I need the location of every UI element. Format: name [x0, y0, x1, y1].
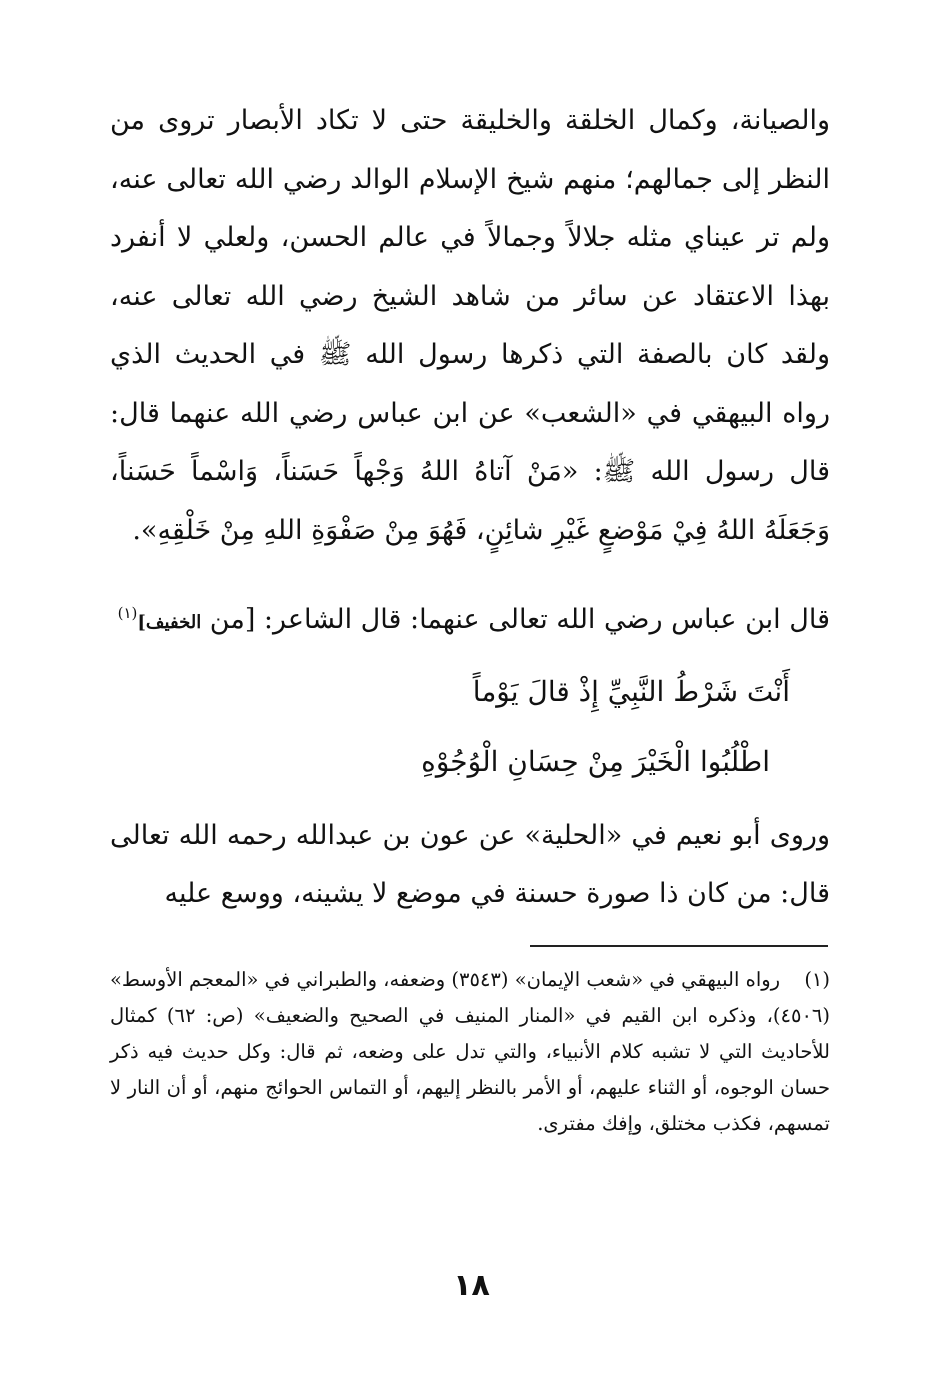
footnote-text: رواه البيهقي في «شعب الإيمان» (٣٥٤٣) وضعفه، والطبراني في «المعجم الأوسط» (٤٥٠٦)، وذكره ابن القيم في «المنار المنيف في الصحيح والضعيف» (ص: ٦٢) كمثال للأحاديث التي لا تشبه كلام الأنبياء، والتي تدل على وضعه، ثم قال: وكل حديث فيه ذكر حسان الوجوه، أو الثناء عليهم، أو الأمر بالنظر إليهم، أو التماس الحوائج منهم، أو أن النار لا تمسهم، فكذب مختلق، وإفك مفترى.: [110, 968, 831, 1135]
poetic-meter: الخفيف]: [137, 612, 202, 633]
page-number: ١٨: [453, 1268, 490, 1303]
paragraph-3: وروى أبو نعيم في «الحلية» عن عون بن عبدالله رحمه الله تعالى قال: من كان ذا صورة حسنة في موضع لا يشينه، ووسع عليه: [110, 819, 830, 909]
paragraph-1: والصيانة، وكمال الخلقة والخليقة حتى لا تكاد الأبصار تروى من النظر إلى جمالهم؛ منهم شيخ الإسلام الوالد رضي الله تعالى عنه، ولم تر عيناي مثله جلالاً وجمالاً في عالم الحسن، ولعلي لا أنفرد بهذا الاعتقاد عن سائر من شاهد الشيخ رضي الله تعالى عنه، ولقد كان بالصفة التي ذكرها رسول الله ﷺ في الحديث الذي رواه البيهقي في «الشعب» عن ابن عباس رضي الله عنهما قال: قال رسول الله ﷺ: «مَنْ آتاهُ اللهُ وَجْهاً حَسَناً، وَاسْماً حَسَناً، وَجَعَلَهُ اللهُ فِيْ مَوْضعٍ غَيْرِ شائِنٍ، فَهُوَ مِنْ صَفْوَةِ اللهِ مِنْ خَلْقِهِ».: [110, 105, 830, 546]
paragraph-2: [110, 584, 830, 653]
footnote: [110, 962, 830, 1142]
paragraph-2-text: قال ابن عباس رضي الله تعالى عنهما: قال الشاعر: [من: [209, 604, 830, 635]
verse-line-2: اطْلُبُوا الْخَيْرَ مِنْ حِسَانِ الْوُجُوْهِ: [421, 744, 770, 778]
footnote-ref: (١): [117, 604, 138, 622]
footnote-number: (١): [804, 968, 831, 991]
verse-line-1: أَنْتَ شَرْطُ النَّبِيِّ إِذْ قالَ يَوْماً: [472, 674, 790, 708]
footnote-divider: [530, 945, 828, 947]
page-body: [110, 92, 830, 924]
